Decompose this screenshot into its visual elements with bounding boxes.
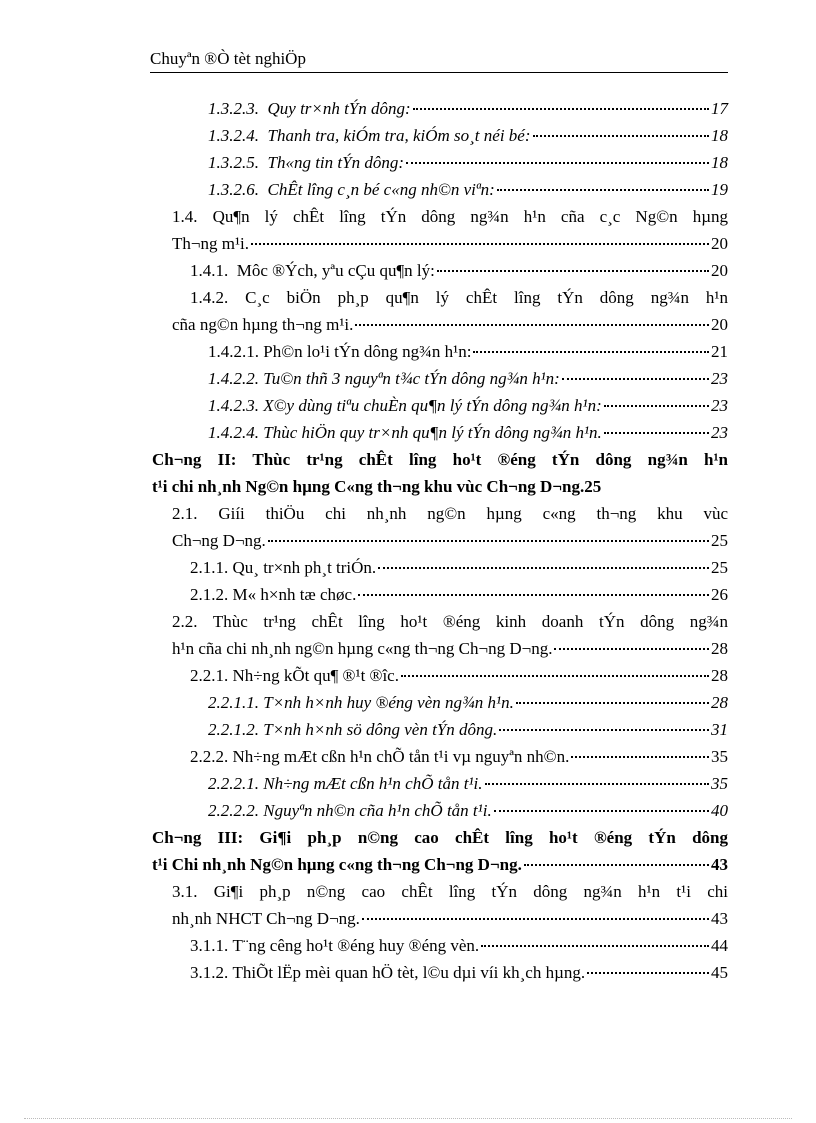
leader-dots	[562, 368, 709, 380]
toc-page-number: 45	[711, 963, 728, 982]
toc-number: 1.4.2.1.	[208, 342, 259, 361]
leader-dots	[604, 395, 709, 407]
toc-page-number: 19	[711, 180, 728, 199]
toc-entry[interactable]	[0, 365, 816, 392]
toc-page-number: 17	[711, 99, 728, 118]
toc-title: Nh÷ng kÕt qu¶ ®¹t ®îc.	[232, 666, 399, 685]
toc-entry[interactable]	[0, 392, 816, 419]
leader-dots	[571, 746, 709, 758]
leader-dots	[251, 233, 709, 245]
toc-title: T×nh h×nh huy ®éng vèn ng¾n h¹n.	[263, 693, 514, 712]
toc-page-number: 18	[711, 153, 728, 172]
toc-title: Thùc hiÖn quy tr×nh qu¶n lý tÝn dông ng¾n h¹n.	[263, 423, 602, 442]
toc-page-number: 44	[711, 936, 728, 955]
toc-number: 2.2.2.2.	[208, 801, 259, 820]
toc-entry-line1[interactable]: 1.4. Qu¶n lý chÊt lîng tÝn dông ng¾n h¹n cña c¸c Ng©n hµng	[172, 207, 728, 226]
toc-title: Tu©n thñ 3 nguyªn t¾c tÝn dông ng¾n h¹n:	[263, 369, 560, 388]
toc-entry-line1[interactable]: 2.1. Giíi thiÖu chi nh¸nh ng©n hµng c«ng th¬ng khu vùc	[172, 504, 728, 523]
toc-title: T¨ng cêng ho¹t ®éng huy ®éng vèn.	[232, 936, 480, 955]
toc-page-number: 43	[711, 855, 728, 874]
toc-entry[interactable]	[0, 473, 816, 500]
toc-entry[interactable]	[0, 716, 816, 743]
leader-dots	[499, 719, 709, 731]
toc-title: nh¸nh NHCT Ch¬ng D¬ng.	[172, 909, 360, 928]
toc-title: ThiÕt lËp mèi quan hÖ tèt, l©u dµi víi kh¸ch hµng.	[232, 963, 586, 982]
toc-page-number: 20	[711, 261, 728, 280]
toc-number: 1.4.2.4.	[208, 423, 259, 442]
leader-dots	[378, 557, 709, 569]
toc-title: Ph©n lo¹i tÝn dông ng¾n h¹n:	[263, 342, 472, 361]
toc-number: 3.1.1.	[190, 936, 229, 955]
toc-page-number: 20	[711, 234, 728, 253]
toc-page-number: 20	[711, 315, 728, 334]
toc-number: 2.2.1.1.	[208, 693, 259, 712]
toc-entry[interactable]	[0, 851, 816, 878]
toc-number: 1.3.2.4.	[208, 126, 259, 145]
toc-entry[interactable]	[0, 95, 816, 122]
toc-title: ChÊt lîng c¸n bé c«ng nh©n viªn:	[267, 180, 495, 199]
toc-page-number: 23	[711, 423, 728, 442]
toc-number: 1.4.1.	[190, 261, 229, 280]
toc-entry[interactable]	[0, 797, 816, 824]
toc-page-number: 26	[711, 585, 728, 604]
toc-page-number: 28	[711, 666, 728, 685]
toc-title: Th«ng tin tÝn dông:	[267, 153, 404, 172]
toc-entry[interactable]	[0, 743, 816, 770]
toc-number: 1.3.2.5.	[208, 153, 259, 172]
toc-title: h¹n cña chi nh¸nh ng©n hµng c«ng th¬ng Ch¬ng D¬ng.	[172, 639, 553, 658]
leader-dots	[362, 908, 709, 920]
toc-page-number: 28	[711, 639, 728, 658]
leader-dots	[406, 152, 709, 164]
toc-number: 1.4.2.2.	[208, 369, 259, 388]
leader-dots	[355, 314, 709, 326]
leader-dots	[533, 125, 709, 137]
toc-page-number: 23	[711, 369, 728, 388]
toc-title: Thanh tra, kiÓm tra, kiÓm so¸t néi bé:	[267, 126, 531, 145]
toc-title: Th¬ng m¹i.	[172, 234, 250, 253]
toc-page-number: 23	[711, 396, 728, 415]
toc-page-number: 43	[711, 909, 728, 928]
toc-entry[interactable]	[0, 932, 816, 959]
toc-page-number: 25	[711, 531, 728, 550]
toc-title: cña ng©n hµng th¬ng m¹i.	[172, 315, 354, 334]
toc-entry[interactable]	[0, 770, 816, 797]
toc-entry[interactable]	[0, 122, 816, 149]
toc-entry-line1[interactable]: 2.2. Thùc tr¹ng chÊt lîng ho¹t ®éng kinh doanh tÝn dông ng¾n	[172, 612, 728, 631]
toc-title: Môc ®Ých, yªu cÇu qu¶n lý:	[236, 261, 435, 280]
toc-entry[interactable]	[0, 959, 816, 986]
leader-dots	[401, 665, 709, 677]
toc-entry[interactable]	[0, 311, 816, 338]
toc-page-number: 28	[711, 693, 728, 712]
leader-dots	[437, 260, 709, 272]
toc-title: Nh÷ng mÆt cßn h¹n chÕ tån t¹i vµ nguyªn nh©n.	[232, 747, 570, 766]
toc-title: Qu¸ tr×nh ph¸t triÓn.	[232, 558, 377, 577]
leader-dots	[604, 422, 709, 434]
toc-entry[interactable]	[0, 635, 816, 662]
toc-number: 1.4.2.3.	[208, 396, 259, 415]
page-header: Chuyªn ®Ò tèt nghiÖp	[150, 48, 728, 73]
toc-title: t¹i chi nh¸nh Ng©n hµng C«ng th¬ng khu vùc Ch¬ng D¬ng.	[152, 477, 585, 496]
leader-dots	[413, 98, 709, 110]
toc-title: T×nh h×nh sö dông vèn tÝn dông.	[263, 720, 498, 739]
toc-entry[interactable]	[0, 257, 816, 284]
toc-entry[interactable]	[0, 689, 816, 716]
toc-title: Nguyªn nh©n cña h¹n chÕ tån t¹i.	[263, 801, 492, 820]
toc-entry-line1[interactable]: 1.4.2. C¸c biÖn ph¸p qu¶n lý chÊt lîng tÝn dông ng¾n h¹n	[190, 288, 728, 307]
leader-dots	[494, 800, 709, 812]
toc-page-number: 25	[584, 477, 602, 496]
toc-entry[interactable]	[0, 338, 816, 365]
toc-number: 2.1.1.	[190, 558, 229, 577]
toc-page-number: 35	[711, 774, 728, 793]
toc-page-number: 25	[711, 558, 728, 577]
table-of-contents	[0, 95, 816, 986]
toc-title: Ch¬ng D¬ng.	[172, 531, 266, 550]
toc-page-number: 31	[711, 720, 728, 739]
toc-page-number: 18	[711, 126, 728, 145]
toc-title: t¹i Chi nh¸nh Ng©n hµng c«ng th¬ng Ch¬ng D¬ng.	[152, 855, 522, 874]
toc-entry[interactable]	[0, 419, 816, 446]
leader-dots	[485, 773, 709, 785]
toc-number: 2.2.2.1.	[208, 774, 259, 793]
leader-dots	[524, 854, 709, 866]
toc-entry[interactable]	[0, 527, 816, 554]
toc-entry[interactable]	[0, 176, 816, 203]
toc-entry-line1[interactable]: 3.1. Gi¶i ph¸p n©ng cao chÊt lîng tÝn dông ng¾n h¹n t¹i chi	[172, 882, 728, 901]
toc-title: Quy tr×nh tÝn dông:	[267, 99, 411, 118]
leader-dots	[516, 692, 709, 704]
toc-number: 3.1.2.	[190, 963, 229, 982]
chapter-heading-line1[interactable]: Ch¬ng III: Gi¶i ph¸p n©ng cao chÊt lîng ho¹t ®éng tÝn dông	[152, 828, 728, 847]
leader-dots	[587, 962, 709, 974]
toc-number: 2.2.1.2.	[208, 720, 259, 739]
leader-dots	[473, 341, 709, 353]
toc-page-number: 40	[711, 801, 728, 820]
toc-page-number: 35	[711, 747, 728, 766]
toc-title: M« h×nh tæ chøc.	[232, 585, 357, 604]
toc-title: Nh÷ng mÆt cßn h¹n chÕ tån t¹i.	[263, 774, 483, 793]
page-bottom-border	[24, 1118, 792, 1119]
toc-title: X©y dùng tiªu chuÈn qu¶n lý tÝn dông ng¾n h¹n:	[263, 396, 602, 415]
leader-dots	[481, 935, 709, 947]
toc-entry[interactable]	[0, 554, 816, 581]
leader-dots	[358, 584, 709, 596]
toc-entry[interactable]	[0, 662, 816, 689]
toc-entry[interactable]	[0, 905, 816, 932]
chapter-heading-line1[interactable]: Ch¬ng II: Thùc tr¹ng chÊt lîng ho¹t ®éng tÝn dông ng¾n h¹n	[152, 450, 728, 469]
toc-number: 1.3.2.6.	[208, 180, 259, 199]
toc-entry[interactable]	[0, 581, 816, 608]
toc-number: 2.1.2.	[190, 585, 229, 604]
leader-dots	[268, 530, 709, 542]
toc-entry[interactable]	[0, 230, 816, 257]
leader-dots	[554, 638, 709, 650]
toc-number: 2.2.1.	[190, 666, 229, 685]
leader-dots	[497, 179, 709, 191]
toc-page-number: 21	[711, 342, 728, 361]
toc-entry[interactable]	[0, 149, 816, 176]
toc-number: 2.2.2.	[190, 747, 229, 766]
toc-number: 1.3.2.3.	[208, 99, 259, 118]
